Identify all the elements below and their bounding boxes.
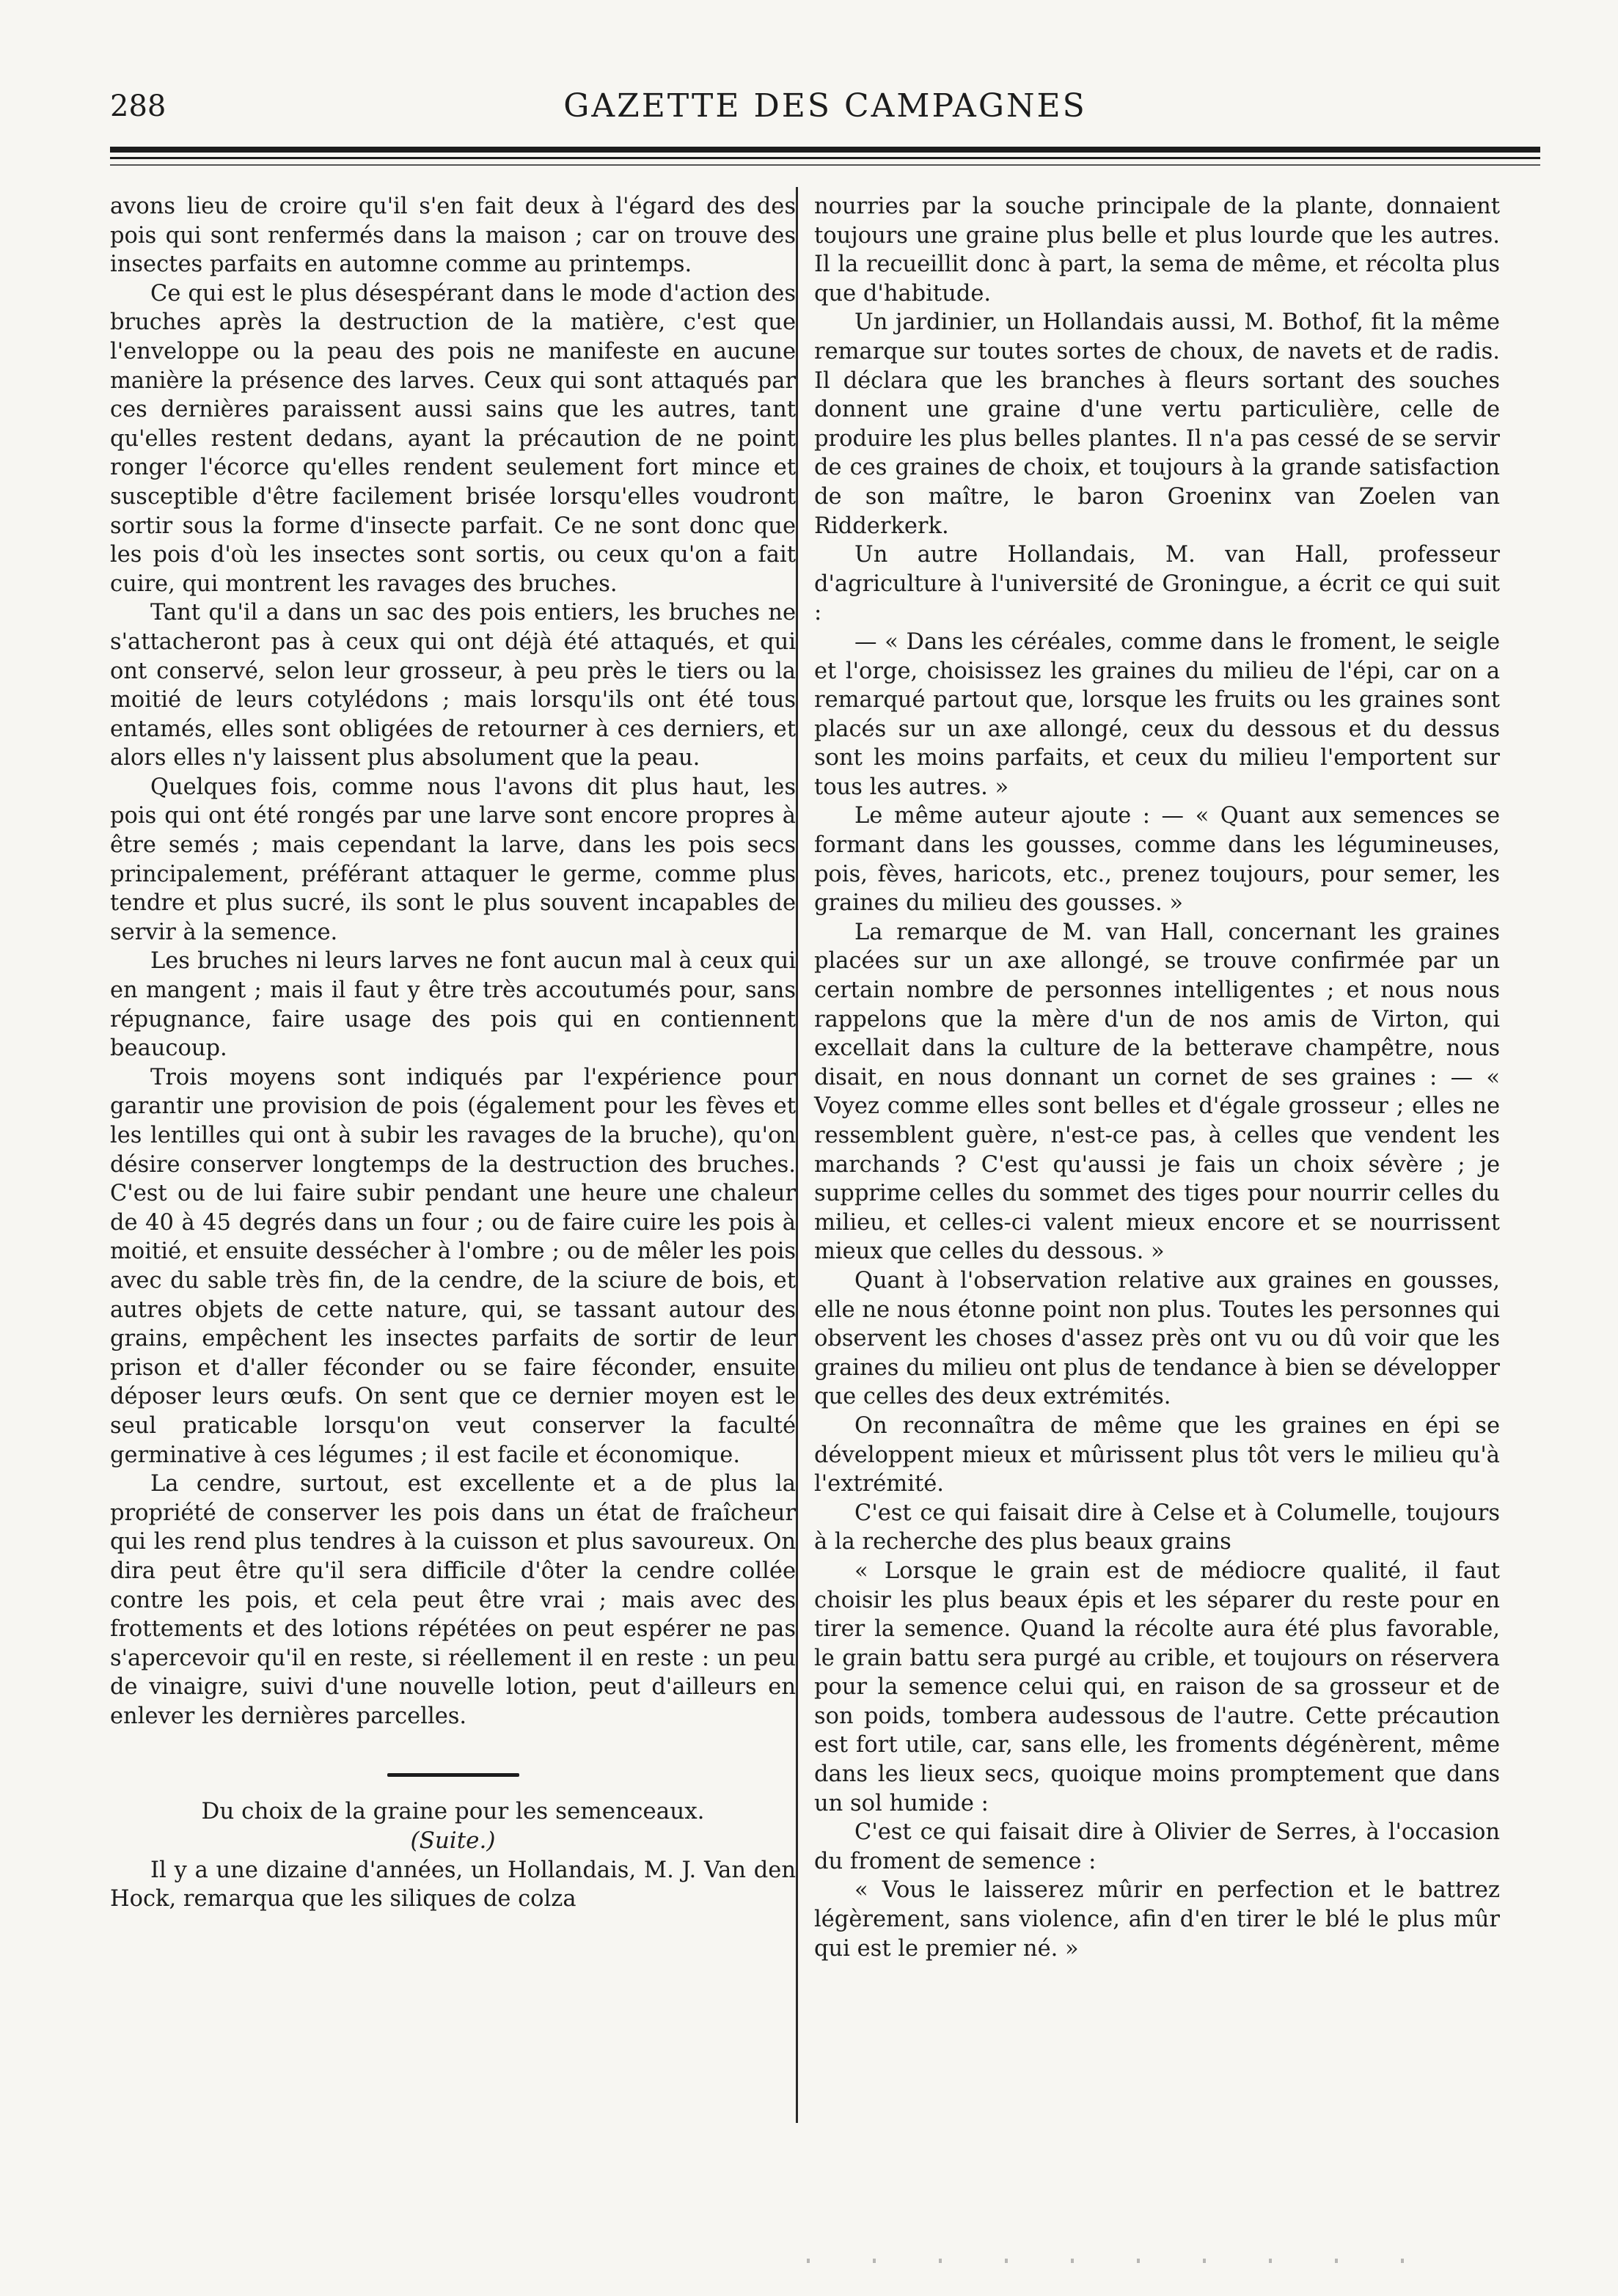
paragraph: Un autre Hollandais, M. van Hall, professeur d'agriculture à l'université de Groningue, a écrit ce qui suit : [814,542,1500,626]
paragraph: Les bruches ni leurs larves ne font aucun mal à ceux qui en mangent ; mais il faut y être très accoutumés pour, sans répugnance, faire usage des pois qui en contiennent beaucoup. [110,948,796,1062]
paragraph: Quant à l'observation relative aux graines en gousses, elle ne nous étonne point non plus. Toutes les personnes qui observent les choses d'assez près ont vu ou dû voir que les graines du milieu ont plus de tendance à bien se développer que celles des deux extrémités. [814,1267,1500,1410]
header-rule-thick [110,147,1540,153]
paragraph: Tant qu'il a dans un sac des pois entiers, les bruches ne s'attacheront pas à ceux qui ont déjà été attaqués, et qui ont conservé, selon leur grosseur, à peu près le tiers ou la moitié de leurs cotylédons ; mais lorsqu'ils ont été tous entamés, elles sont obligées de retourner à ces derniers, et alors elles n'y laissent plus absolument que la peau. [110,600,796,771]
paragraph: Un jardinier, un Hollandais aussi, M. Bothof, fit la même remarque sur toutes sortes de choux, de navets et de radis. Il déclara que les branches à fleurs sortant des souches donnent une graine d'une vertu particulière, celle de produire les plus belles plantes. Il n'a pas cessé de se servir de ces graines de choix, et toujours à la grande satisfaction de son maître, le baron Groeninx van Zoelen van Ridderkerk. [814,309,1500,539]
paragraph: Ce qui est le plus désespérant dans le mode d'action des bruches après la destruction de la matière, c'est que l'enveloppe ou la peau des pois ne manifeste en aucune manière la présence des larves. Ceux qui sont attaqués par ces dernières paraissent aussi sains que les autres, tant qu'elles restent dedans, ayant la précaution de ne point ronger l'écorce qu'elles rendent seulement fort mince et susceptible d'être facilement brisée lorsqu'elles voudront sortir sous la forme d'insecte parfait. Ce ne sont donc que les pois d'où les insectes sont sortis, ou ceux qu'on a fait cuire, qui montrent les ravages des bruches. [110,280,796,597]
paragraph: Quelques fois, comme nous l'avons dit plus haut, les pois qui ont été rongés par une larve sont encore propres à être semés ; mais cependant la larve, dans les pois secs principalement, préférant attaquer le germe, comme plus tendre et plus sucré, ils sont le plus souvent incapables de servir à la semence. [110,774,796,945]
page-number: 288 [110,89,166,123]
right-column [814,192,1500,1963]
paragraph: avons lieu de croire qu'il s'en fait deux à l'égard des des pois qui sont renfermés dans la maison ; car on trouve des insectes parfaits en automne comme au printemps. [110,194,796,278]
header-rule-thin-lower [110,164,1540,166]
journal-title: GAZETTE DES CAMPAGNES [563,87,1087,125]
paragraph: La remarque de M. van Hall, concernant les graines placées sur un axe allongé, se trouve confirmée par un certain nombre de personnes intelligentes ; et nous nous rappelons que la mère d'un de nos amis de Virton, qui excellait dans la culture de la betterave champêtre, nous disait, en nous donnant un cornet de ses graines : — « Voyez comme elles sont belles et d'égale grosseur ; elles ne ressemblent guère, n'est-ce pas, à celles que vendent les marchands ? C'est qu'aussi je fais un choix sévère ; je supprime celles du sommet des tiges pour nourrir celles du milieu, et celles-ci valent mieux encore et se nourrissent mieux que celles du dessous. » [814,919,1500,1265]
section-subtitle: (Suite.) [410,1827,496,1855]
section-separator [387,1773,519,1777]
column-divider [796,187,798,2123]
paragraph: La cendre, surtout, est excellente et a de plus la propriété de conserver les pois dans un état de fraîcheur qui les rend plus tendres à la cuisson et plus savoureux. On dira peut être qu'il sera difficile d'ôter la cendre collée contre les pois, et cela peut être vrai ; mais avec des frottements et des lotions répétées on peut espérer ne pas s'apercevoir qu'il en reste, si réellement il en reste : un peu de vinaigre, suivi d'une nouvelle lotion, peut d'ailleurs en enlever les dernières parcelles. [110,1471,796,1729]
paragraph: « Vous le laisserez mûrir en perfection et le battrez légèrement, sans violence, afin d'en tirer le blé le plus mûr qui est le premier né. » [814,1877,1500,1962]
print-specks [807,2259,1467,2263]
paragraph: « Lorsque le grain est de médiocre qualité, il faut choisir les plus beaux épis et les séparer du reste pour en tirer la semence. Quand la récolte aura été plus favorable, le grain battu sera purgé au crible, et toujours on réservera pour la semence celui qui, en raison de sa grosseur et de son poids, tombera audessous de l'autre. Cette précaution est fort utile, car, sans elle, les froments dégénèrent, même dans les lieux secs, quoique moins promptement que dans un sol humide : [814,1558,1500,1816]
paragraph: Il y a une dizaine d'années, un Hollandais, M. J. Van den Hock, remarqua que les siliques de colza [110,1857,796,1912]
paragraph: — « Dans les céréales, comme dans le froment, le seigle et l'orge, choisissez les graines du milieu de l'épi, car on a remarqué partout que, lorsque les fruits ou les graines sont placés sur un axe allongé, ceux du dessous et du dessus sont les moins parfaits, et ceux du milieu l'emportent sur tous les autres. » [814,628,1500,800]
paragraph: C'est ce qui faisait dire à Olivier de Serres, à l'occasion du froment de semence : [814,1819,1500,1874]
paragraph: nourries par la souche principale de la plante, donnaient toujours une graine plus belle et plus lourde que les autres. Il la recueillit donc à part, la sema de même, et récolta plus que d'habitude. [814,194,1500,307]
section-title: Du choix de la graine pour les semenceaux. [201,1798,705,1825]
left-column [110,192,796,1914]
paragraph: Le même auteur ajoute : — « Quant aux semences se formant dans les gousses, comme dans les légumineuses, pois, fèves, haricots, etc., prenez toujours, pour semer, les graines du milieu des gousses. » [814,803,1500,917]
paragraph: On reconnaîtra de même que les graines en épi se développent mieux et mûrissent plus tôt vers le milieu qu'à l'extrémité. [814,1412,1500,1497]
header-rule-thin [110,157,1540,159]
paragraph: Trois moyens sont indiqués par l'expérience pour garantir une provision de pois (également pour les fèves et les lentilles qui ont à subir les ravages de la bruche), qu'on désire conserver longtemps de la destruction des bruches. C'est ou de lui faire subir pendant une heure une chaleur de 40 à 45 degrés dans un four ; ou de faire cuire les pois à moitié, et ensuite dessécher à l'ombre ; ou de mêler les pois avec du sable très fin, de la cendre, de la sciure de bois, et autres objets de cette nature, qui, se tassant autour des grains, empêchent les insectes parfaits de sortir de leur prison et d'aller féconder ou se faire féconder, ensuite déposer leurs œufs. On sent que ce dernier moyen est le seul praticable lorsqu'on veut conserver la faculté germinative à ces légumes ; il est facile et économique. [110,1064,796,1468]
page-header [110,84,1540,128]
paragraph: C'est ce qui faisait dire à Celse et à Columelle, toujours à la recherche des plus beaux grains [814,1500,1500,1555]
